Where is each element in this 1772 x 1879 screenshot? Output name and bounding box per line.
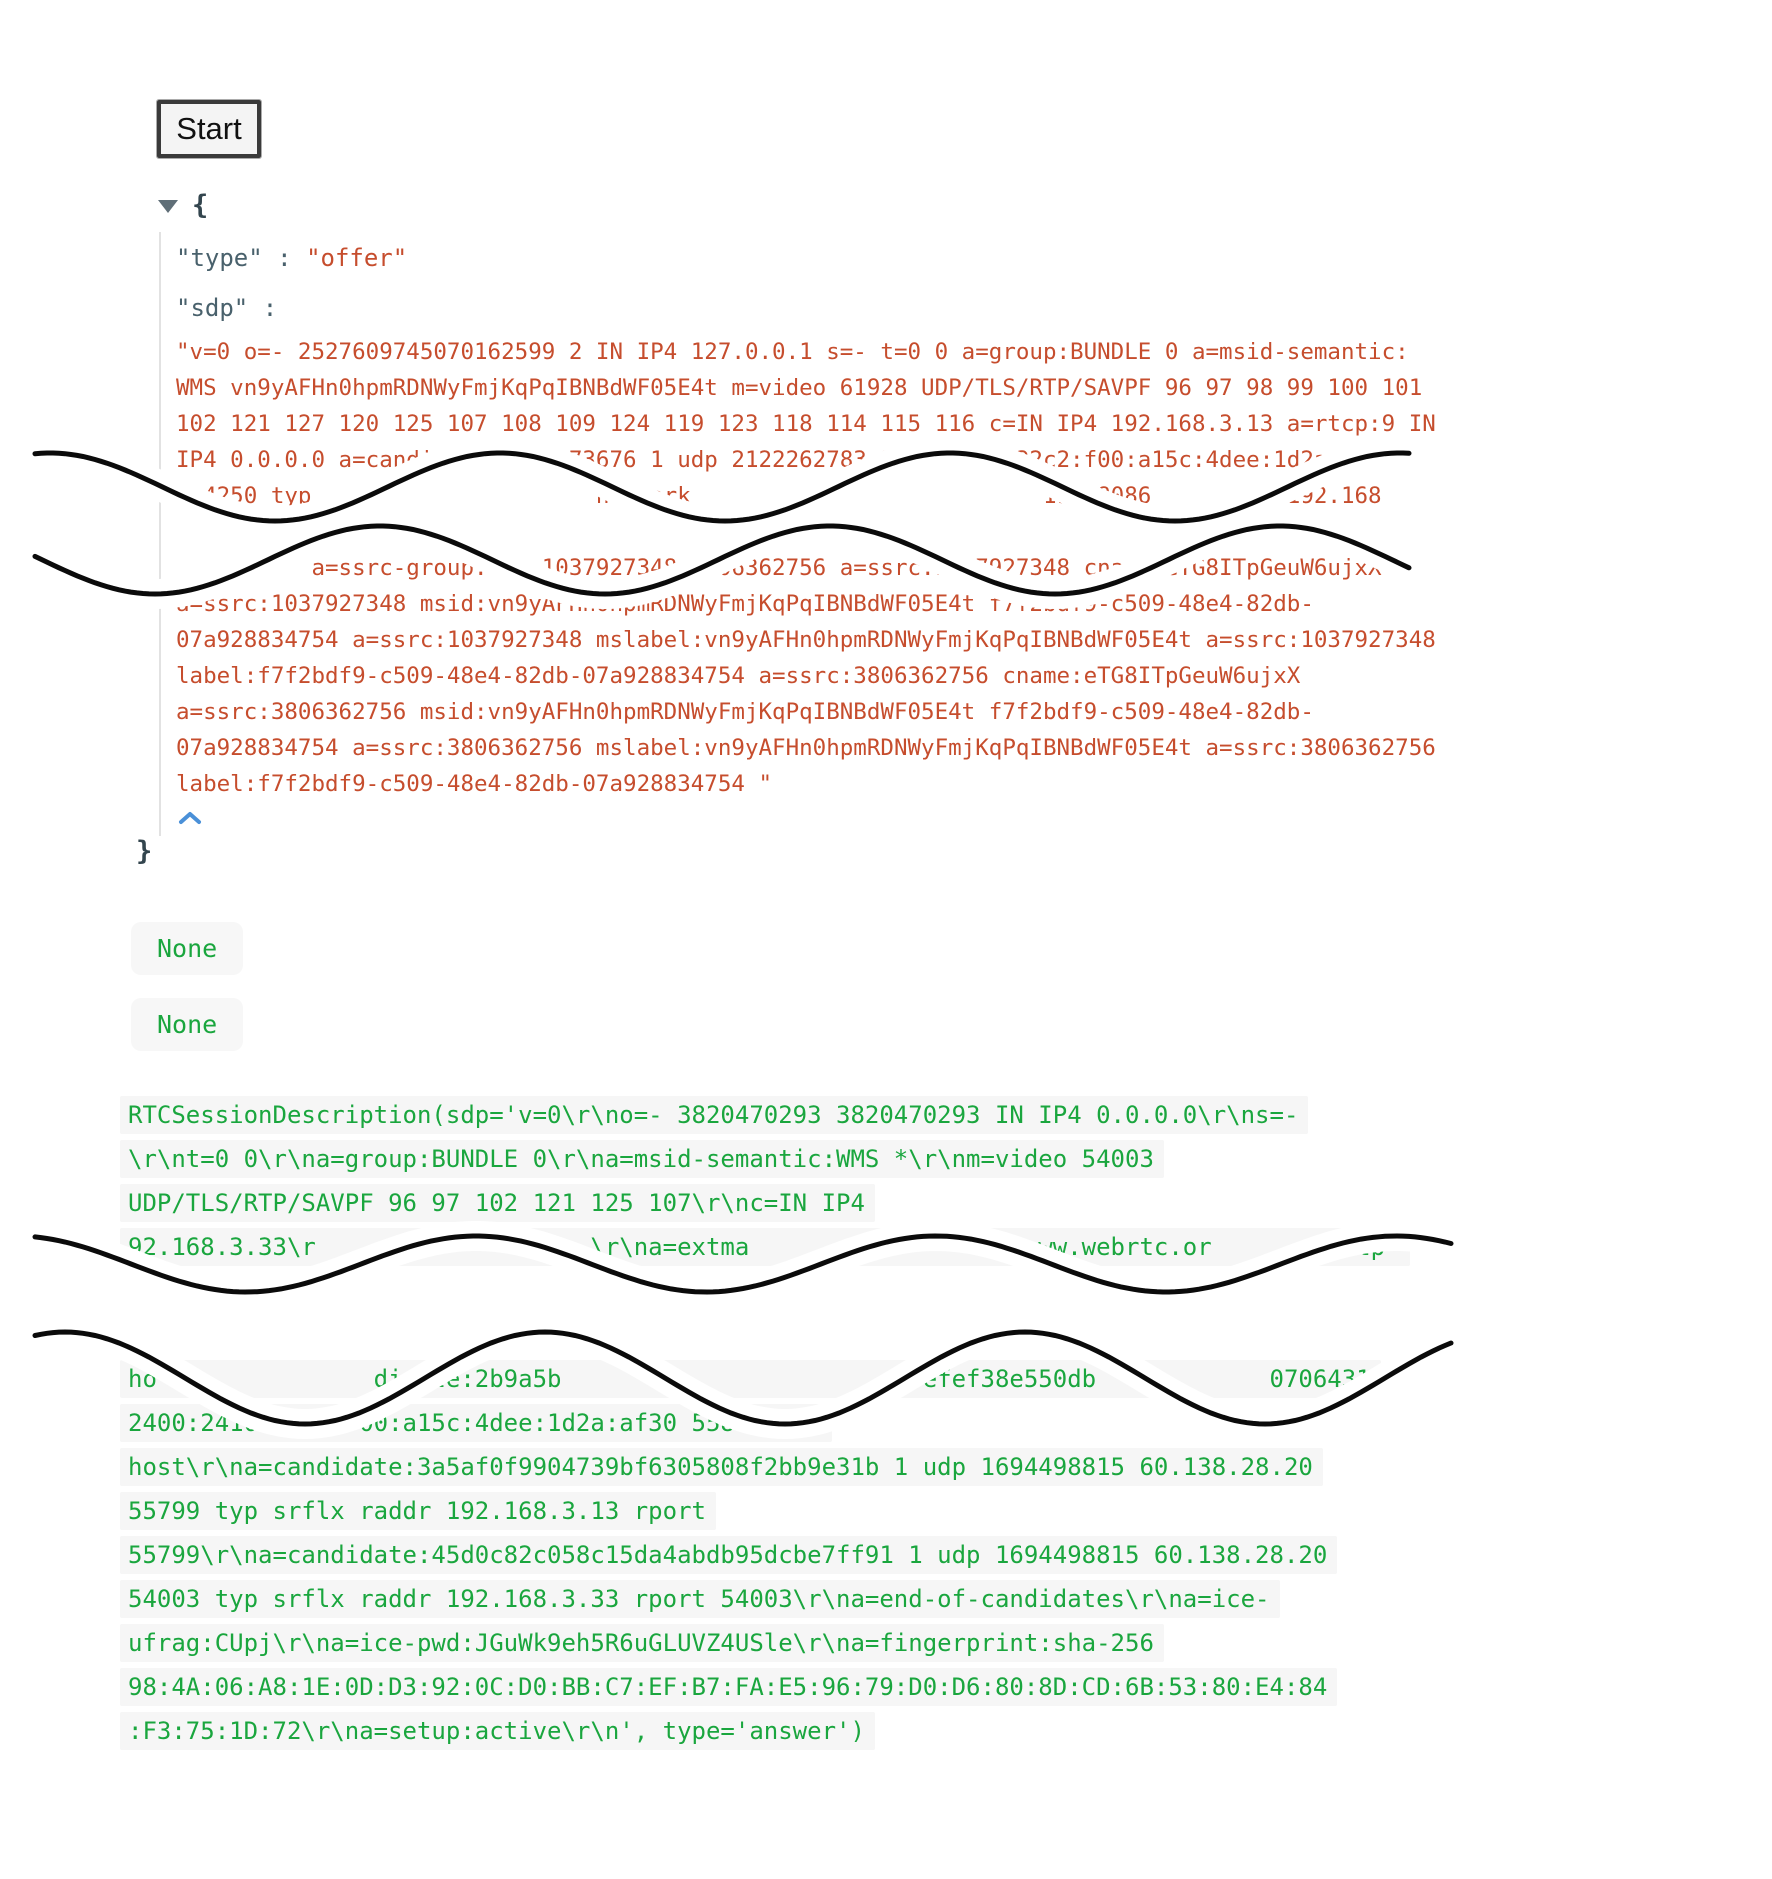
sdp-text-line — [176, 514, 1456, 550]
answer-code-line: 98:4A:06:A8:1E:0D:D3:92:0C:D0:BB:C7:EF:B7:FA:E5:96:79:D0:D6:80:8D:CD:6B:53:80:E4:84 — [120, 1665, 1580, 1709]
close-brace: } — [136, 836, 153, 867]
open-brace: { — [192, 190, 209, 221]
type-value: "offer" — [306, 244, 408, 272]
answer-code-line: \r\nt=0 0\r\na=group:BUNDLE 0\r\na=msid-semantic:WMS *\r\nm=video 54003 — [120, 1137, 1580, 1181]
answer-code-line: 55799 typ srflx raddr 192.168.3.13 rport — [120, 1489, 1580, 1533]
answer-code-line: 54003 typ srflx raddr 192.168.3.33 rport 54003\r\na=end-of-candidates\r\na=ice- — [120, 1577, 1580, 1621]
sdp-text-line: label:f7f2bdf9-c509-48e4-82db-07a928834754 " — [176, 771, 773, 797]
sdp-text-line: IP4 0.0.0.0 a=candidate:2289073676 1 udp 2122262783 2400:2410:32c2:f00:a15c:4dee:1d2a:af30 — [176, 447, 1396, 473]
answer-code-line: 92.168.3.33\r \r\na=extma ww.webrtc.or /rtp- — [120, 1225, 1580, 1269]
none-output-2: None — [131, 998, 243, 1051]
sdp-text-line: a=ssrc-group:FID 1037927348 3806362756 a=ssrc:1037927348 cname:eTG8ITpGeuW6ujxX — [176, 555, 1382, 581]
sdp-text-line: label:f7f2bdf9-c509-48e4-82db-07a928834754 a=ssrc:3806362756 cname:eTG8ITpGeuW6ujxX — [176, 663, 1301, 689]
answer-code-line: ufrag:CUpj\r\na=ice-pwd:JGuWk9eh5R6uGLUVZ4USle\r\na=fingerprint:sha-256 — [120, 1621, 1580, 1665]
answer-code-line: :F3:75:1D:72\r\na=setup:active\r\n', type='answer') — [120, 1709, 1580, 1753]
type-key: "type" — [176, 244, 263, 272]
key-separator: : — [262, 244, 307, 272]
answer-code-line — [120, 1313, 1580, 1357]
answer-code-line: host\r\na=candidate:3a5af0f9904739bf6305808f2bb9e31b 1 udp 1694498815 60.138.28.20 — [120, 1445, 1580, 1489]
answer-code-line: 55799\r\na=candidate:45d0c82c058c15da4abdb95dcbe7ff91 1 udp 1694498815 60.138.28.20 — [120, 1533, 1580, 1577]
sdp-text-line: 4250 typ network 19818086 7 192.168 — [176, 483, 1382, 509]
sdp-row — [176, 294, 277, 322]
sdp-text-line: 102 121 127 120 125 107 108 109 124 119 123 118 114 115 116 c=IN IP4 192.168.3.13 a=rtcp:9 IN — [176, 411, 1436, 437]
rtc-answer-output — [120, 1093, 1580, 1753]
type-row — [176, 244, 407, 272]
answer-code-line: RTCSessionDescription(sdp='v=0\r\no=- 3820470293 3820470293 IN IP4 0.0.0.0\r\ns=- — [120, 1093, 1580, 1137]
key-separator: : — [248, 294, 278, 322]
sdp-text-line: 07a928834754 a=ssrc:1037927348 mslabel:vn9yAFHn0hpmRDNWyFmjKqPqIBNBdWF05E4t a=ssrc:1037927348 — [176, 627, 1436, 653]
collapse-chevron-icon[interactable] — [178, 810, 202, 829]
sdp-key: "sdp" — [176, 294, 249, 322]
sdp-text-line: "v=0 o=- 2527609745070162599 2 IN IP4 127.0.0.1 s=- t=0 0 a=group:BUNDLE 0 a=msid-semantic: — [176, 339, 1409, 365]
sdp-text-line: WMS vn9yAFHn0hpmRDNWyFmjKqPqIBNBdWF05E4t m=video 61928 UDP/TLS/RTP/SAVPF 96 97 98 99 100 101 — [176, 375, 1423, 401]
sdp-text-line: a=ssrc:1037927348 msid:vn9yAFHn0hpmRDNWyFmjKqPqIBNBdWF05E4t f7f2bdf9-c509-48e4-82db- — [176, 591, 1314, 617]
answer-code-line — [120, 1269, 1580, 1313]
answer-code-line: 2400:2410:32c2:f00:a15c:4dee:1d2a:af30 55801 typ — [120, 1401, 1580, 1445]
sdp-string-block — [176, 334, 1456, 802]
answer-code-line: UDP/TLS/RTP/SAVPF 96 97 102 121 125 107\r\nc=IN IP4 — [120, 1181, 1580, 1225]
none-output-1: None — [131, 922, 243, 975]
start-button[interactable]: Start — [157, 100, 261, 158]
sdp-text-line: a=ssrc:3806362756 msid:vn9yAFHn0hpmRDNWyFmjKqPqIBNBdWF05E4t f7f2bdf9-c509-48e4-82db- — [176, 699, 1314, 725]
sdp-text-line: 07a928834754 a=ssrc:3806362756 mslabel:vn9yAFHn0hpmRDNWyFmjKqPqIBNBdWF05E4t a=ssrc:3806362756 — [176, 735, 1436, 761]
expand-triangle-icon[interactable] — [158, 200, 178, 213]
answer-code-line: ho didate:2b9a5b efef38e550db 0706431 — [120, 1357, 1580, 1401]
tree-guide-line — [159, 232, 161, 836]
